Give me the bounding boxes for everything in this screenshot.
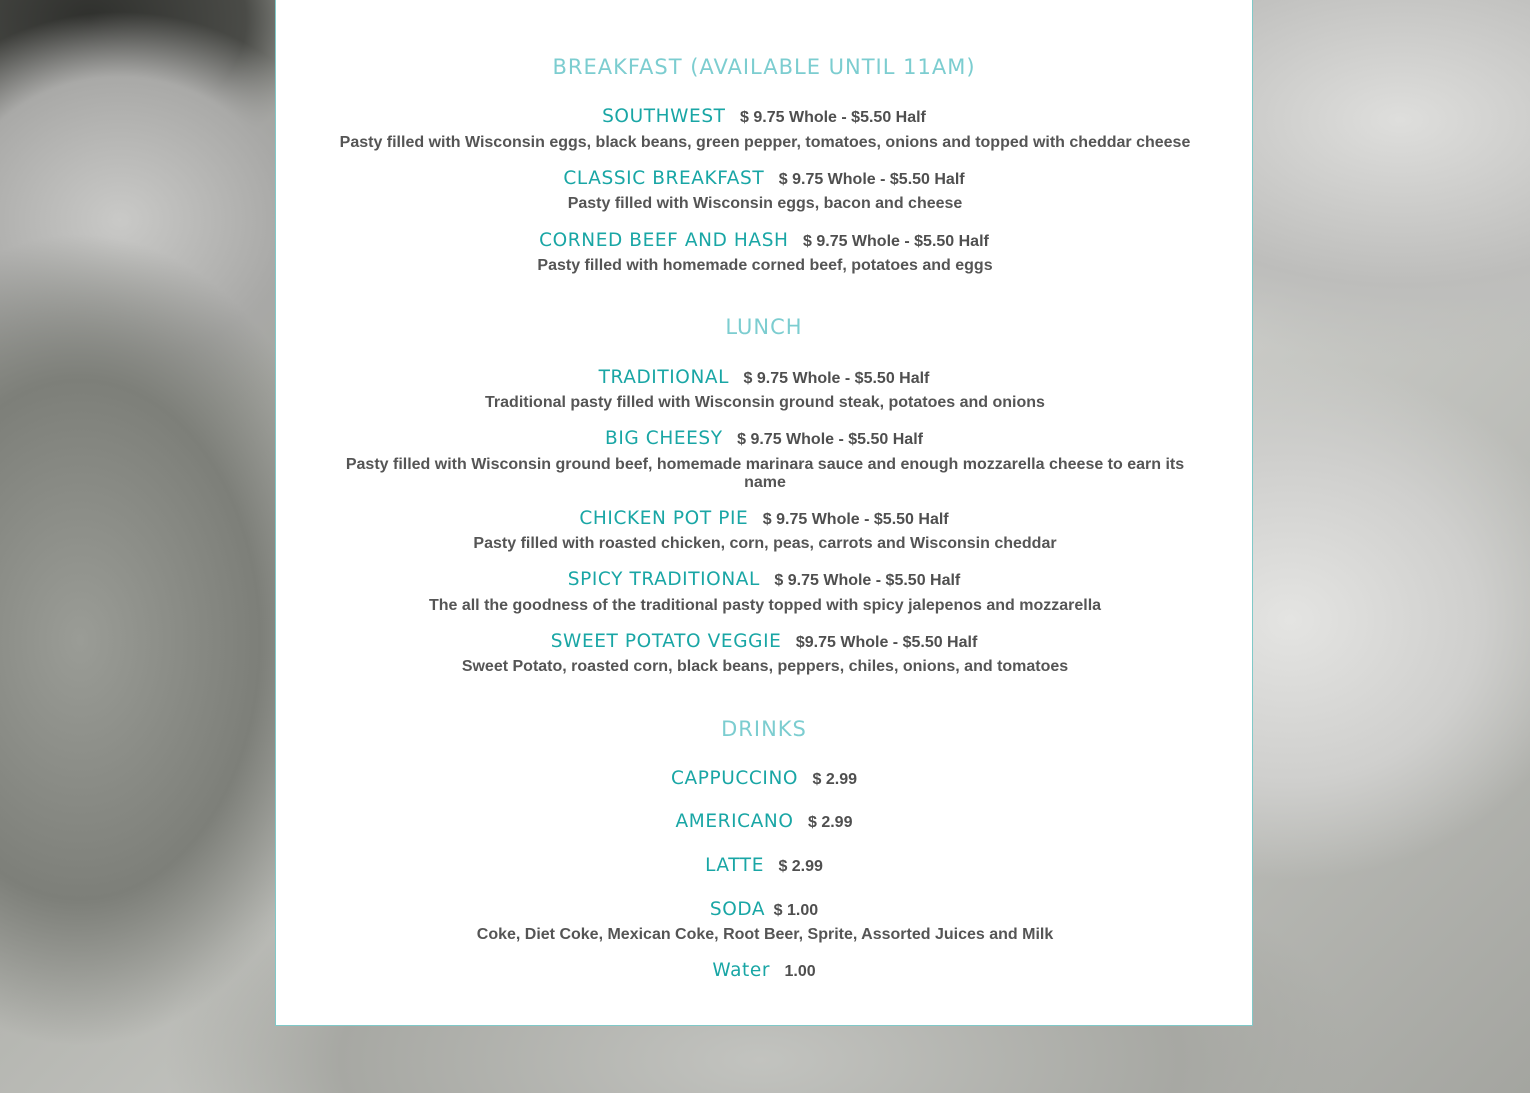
item-description: Pasty filled with roasted chicken, corn, peas, carrots and Wisconsin cheddar [473,535,1057,552]
item-description: Sweet Potato, roasted corn, black beans, peppers, chiles, onions, and tomatoes [461,658,1069,675]
item-price: $ 9.75 Whole - $5.50 Half [762,511,949,528]
menu-item-americano [276,811,1252,832]
menu-panel [275,0,1253,1026]
section-title-drinks: DRINKS [721,717,807,741]
item-description: Pasty filled with Wisconsin ground beef, homemade marinara sauce and enough mozzarella cheese to earn its name [345,456,1185,491]
item-name: CORNED BEEF AND HASH [539,230,789,251]
menu-item-classic-breakfast [276,168,1252,189]
item-price: $ 2.99 [812,771,858,788]
item-price: $ 9.75 Whole - $5.50 Half [737,431,923,448]
item-price: 1.00 [784,963,816,980]
item-description: Traditional pasty filled with Wisconsin ground steak, potatoes and onions [485,394,1045,411]
menu-item-soda [276,899,1252,920]
item-name: CLASSIC BREAKFAST [563,168,765,189]
section-title-lunch: LUNCH [725,315,803,339]
item-name: AMERICANO [675,811,794,832]
item-price: $ 9.75 Whole - $5.50 Half [774,572,961,589]
item-price: $ 9.75 Whole - $5.50 Half [740,109,926,126]
item-name: SODA [709,899,766,920]
menu-item-big-cheesy [276,428,1252,449]
item-description: Coke, Diet Coke, Mexican Coke, Root Beer, Sprite, Assorted Juices and Milk [476,926,1054,943]
item-name: SWEET POTATO VEGGIE [550,631,782,652]
menu-item-traditional [276,367,1252,388]
menu-item-corned-beef-and-hash [276,230,1252,251]
item-name: BIG CHEESY [605,428,723,449]
item-name: SPICY TRADITIONAL [567,569,760,590]
item-name: LATTE [705,855,764,876]
item-price: $ 9.75 Whole - $5.50 Half [743,370,930,387]
section-title-breakfast: BREAKFAST (AVAILABLE UNTIL 11AM) [552,55,976,79]
item-price: $ 9.75 Whole - $5.50 Half [778,171,965,188]
item-name: CAPPUCCINO [670,768,799,789]
menu-item-southwest [276,106,1252,127]
item-price: $ 9.75 Whole - $5.50 Half [803,233,989,250]
item-name: TRADITIONAL [598,367,730,388]
menu-item-chicken-pot-pie [276,508,1252,529]
item-description: Pasty filled with Wisconsin eggs, bacon and cheese [567,195,963,212]
item-price: $9.75 Whole - $5.50 Half [795,634,978,651]
menu-item-spicy-traditional [276,569,1252,590]
menu-item-sweet-potato-veggie [276,631,1252,652]
item-price: $ 2.99 [778,858,823,875]
item-name: CHICKEN POT PIE [579,508,749,529]
item-description: Pasty filled with Wisconsin eggs, black beans, green pepper, tomatoes, onions and topped with cheddar cheese [339,134,1191,151]
item-price: $ 1.00 [773,902,819,919]
menu-item-water [276,960,1252,981]
menu-item-cappuccino [276,768,1252,789]
item-price: $ 2.99 [807,814,853,831]
item-description: Pasty filled with homemade corned beef, potatoes and eggs [537,257,993,274]
menu-item-latte [276,855,1252,876]
item-name: Water [712,960,771,981]
item-description: The all the goodness of the traditional pasty topped with spicy jalepenos and mozzarella [428,597,1102,614]
item-name: SOUTHWEST [602,106,726,127]
